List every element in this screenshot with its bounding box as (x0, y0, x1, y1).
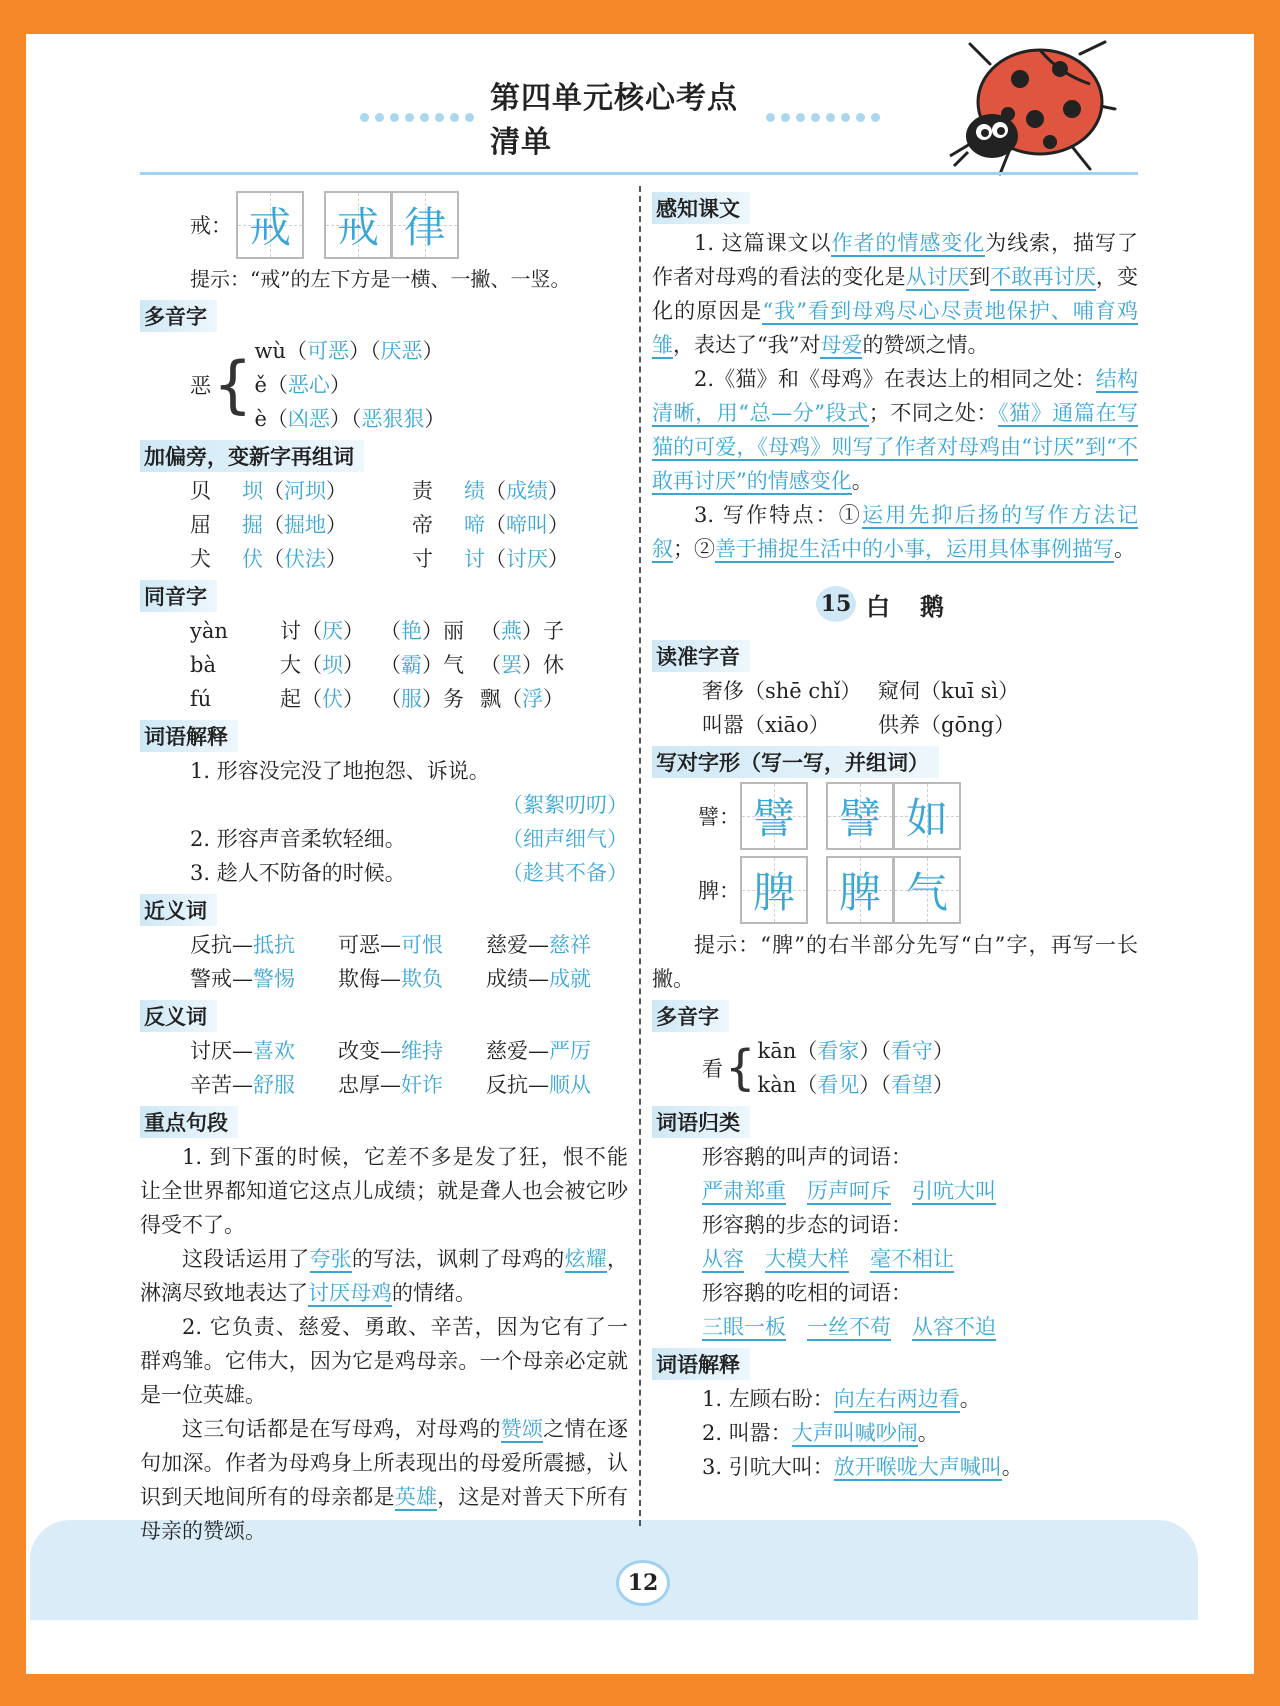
section-duoyin: 多音字 (140, 300, 217, 332)
duoyin-row: kān（看家）（看守） (757, 1039, 954, 1063)
guilei-words: 从容 大模大样 毫不相让 (702, 1247, 954, 1271)
guilei-block: 形容鹅的叫声的词语： 严肃郑重 厉声呵斥 引吭大叫 形容鹅的步态的词语： 从容 大模大样 毫不相让 形容鹅的吃相的词语： 三眼一板 一丝不苟 从容不迫 (652, 1140, 1138, 1344)
section-ganzhi: 感知课文 (652, 192, 750, 224)
section-pianpang: 加偏旁，变新字再组词 (140, 440, 364, 472)
xiedui-grid: 如 (894, 782, 961, 850)
title-dots-right (766, 113, 880, 122)
section-juduan: 重点句段 (140, 1106, 238, 1138)
lesson-name: 白鹅 (866, 591, 974, 621)
duoyin-char: 恶 (190, 374, 211, 398)
juduan-p1: 1. 到下蛋的时候，它差不多是发了狂，恨不能让全世界都知道它这点儿成绩；就是聋人也会被它吵得受不了。 (140, 1145, 628, 1237)
section-duzhun: 读准字音 (652, 640, 750, 672)
jie-row (140, 188, 628, 262)
duzhun-block (652, 674, 1138, 742)
brace: { (725, 1040, 756, 1096)
pianpang-block (140, 474, 628, 576)
jieshi-right-block (652, 1382, 1138, 1484)
tongyin-block (140, 614, 628, 716)
title-row (360, 81, 880, 160)
title-dots-left (360, 113, 474, 122)
jieshi-item: 2. 叫嚣：大声叫喊吵闹。 (702, 1421, 939, 1445)
xiedui-grid: 譬 (826, 782, 894, 850)
duzhun-row: 奢侈（shē chǐ） 窥伺（kuī sì） (702, 679, 1020, 703)
section-jieshi: 词语解释 (140, 720, 238, 752)
xiedui-row-1: 譬： 譬 譬 如 (652, 780, 1138, 852)
fanyi-row: 讨厌—喜欢 改变—维持 慈爱—严厉 (190, 1039, 591, 1063)
title-rule (140, 172, 1138, 175)
xiedui-grid: 脾 (826, 856, 894, 924)
jie-grid-2: 戒 (324, 191, 392, 259)
jieshi-item-row: 2. 形容声音柔软轻细。 （细声细气） (190, 827, 628, 851)
jie-label: 戒： (190, 214, 232, 238)
duoyin-row: ě（恶心） (254, 373, 351, 397)
lesson-number: 15 (816, 586, 856, 622)
section-jinyi: 近义词 (140, 894, 217, 926)
jinyi-row: 警戒—警惕 欺侮—欺负 成绩—成就 (190, 967, 591, 991)
juduan-p4: 这三句话都是在写母鸡，对母鸡的赞颂之情在逐句加深。作者为母鸡身上所表现出的母爱所震撼，认识到天地间所有的母亲都是英雄，这是对普天下所有母亲的赞颂。 (140, 1417, 629, 1543)
guilei-words: 严肃郑重 厉声呵斥 引吭大叫 (702, 1179, 996, 1203)
tongyin-row: fú 起（伏） （服）务 飘（浮） (190, 687, 564, 711)
jieshi-item: 3. 引吭大叫：放开喉咙大声喊叫。 (702, 1455, 1023, 1479)
ganzhi-p2: 2.《猫》和《母鸡》在表达上的相同之处：结构清晰，用“总—分”段式；不同之处：《猫》通篇在写猫的可爱，《母鸡》则写了作者对母鸡由“讨厌”到“不敢再讨厌”的情感变化。 (652, 367, 1139, 493)
page-title: 第四单元核心考点清单 (490, 81, 738, 160)
tongyin-row: yàn 讨（厌） （艳）丽 （燕）子 (190, 619, 564, 643)
duoyin-row: kàn（看见）（看望） (757, 1073, 954, 1097)
pianpang-row: 屈 掘（掘地） 帝 啼（啼叫） (190, 513, 569, 537)
pianpang-row: 犬 伏（伏法） 寸 讨（讨厌） (190, 547, 569, 571)
section-guilei: 词语归类 (652, 1106, 750, 1138)
fanyi-block (140, 1034, 628, 1102)
ganzhi-p3: 3. 写作特点：①运用先抑后扬的写作方法记叙；②善于捕捉生活中的小事，运用具体事例描写。 (652, 503, 1139, 561)
jieshi-answer: （絮絮叨叨） (502, 793, 628, 817)
brace: { (213, 348, 253, 421)
duzhun-row: 叫嚣（xiāo） 供养（gōng） (702, 713, 1016, 737)
xiedui-grid: 脾 (740, 856, 808, 924)
jieshi-item: 1. 形容没完没了地抱怨、诉说。 (190, 759, 490, 783)
section-xiedui: 写对字形（写一写，并组词） (652, 746, 939, 778)
page-number: 12 (616, 1560, 670, 1606)
section-jieshi-right: 词语解释 (652, 1348, 750, 1380)
right-column (652, 188, 1138, 1484)
duoyin-right-block: 看 { kān（看家）（看守） kàn（看见）（看望） (652, 1034, 1138, 1102)
duoyin-row: wù（可恶）（厌恶） (254, 339, 444, 363)
section-duoyin-right: 多音字 (652, 1000, 729, 1032)
xiedui-hint: 提示：“脾”的右半部分先写“白”字，再写一长撇。 (652, 933, 1138, 991)
xiedui-grid-pair (826, 856, 961, 924)
duoyin-row: è（凶恶）（恶狠狠） (254, 407, 446, 431)
guilei-words: 三眼一板 一丝不苟 从容不迫 (702, 1315, 996, 1339)
column-divider (639, 186, 641, 1526)
ganzhi-p1: 1. 这篇课文以作者的情感变化为线索，描写了作者对母鸡的看法的变化是从讨厌到不敢再讨厌，变化的原因是“我”看到母鸡尽心尽责地保护、哺育鸡雏，表达了“我”对母爱的赞颂之情。 (652, 231, 1139, 357)
jieshi-item: 1. 左顾右盼：向左右两边看。 (702, 1387, 981, 1411)
jieshi-item-row: 3. 趁人不防备的时候。 （趁其不备） (190, 861, 628, 885)
ladybug-icon (940, 24, 1120, 184)
jie-hint: 提示：“戒”的左下方是一横、一撇、一竖。 (190, 267, 571, 291)
xiedui-grid: 气 (894, 856, 961, 924)
jinyi-block (140, 928, 628, 996)
xiedui-grid-pair (826, 782, 961, 850)
tongyin-row: bà 大（坝） （霸）气 （罢）休 (190, 653, 564, 677)
pianpang-row: 贝 坝（河坝） 责 绩（成绩） (190, 479, 569, 503)
jieshi-block (140, 754, 628, 890)
left-column (140, 188, 628, 1548)
xiedui-grid: 譬 (740, 782, 808, 850)
juduan-p2: 这段话运用了夸张的写法，讽刺了母鸡的炫耀，淋漓尽致地表达了讨厌母鸡的情绪。 (140, 1247, 628, 1305)
jie-grid-3: 律 (392, 191, 459, 259)
jie-grid-pair (324, 191, 459, 259)
section-fanyi: 反义词 (140, 1000, 217, 1032)
juduan-p3: 2. 它负责、慈爱、勇敢、辛苦，因为它有了一群鸡雏。它伟大，因为它是鸡母亲。一个母亲必定就是一位英雄。 (140, 1315, 628, 1407)
jie-grid-1: 戒 (236, 191, 304, 259)
jinyi-row: 反抗—抵抗 可恶—可恨 慈爱—慈祥 (190, 933, 591, 957)
fanyi-row: 辛苦—舒服 忠厚—奸诈 反抗—顺从 (190, 1073, 591, 1097)
lesson-title (652, 586, 1138, 622)
section-tongyin: 同音字 (140, 580, 217, 612)
duoyin-block (140, 334, 628, 436)
xiedui-row-2: 脾： 脾 脾 气 (652, 852, 1138, 928)
